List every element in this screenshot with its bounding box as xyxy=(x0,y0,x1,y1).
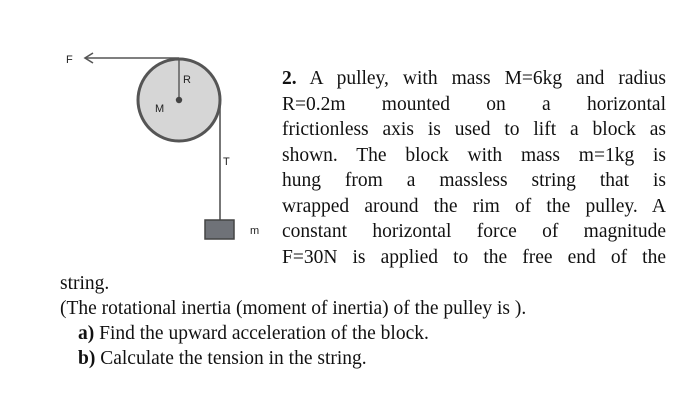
pulley-center xyxy=(176,97,182,103)
pulley-mass-label: M xyxy=(155,103,165,115)
force-label: F xyxy=(66,54,73,66)
problem-line: F=30N is applied to the free end of the xyxy=(282,246,666,268)
problem-line: frictionless axis is used to lift a block as xyxy=(282,119,666,140)
question-b-label: b) xyxy=(78,348,96,369)
problem-number: 2. xyxy=(282,68,297,89)
question-a-label: a) xyxy=(78,323,95,344)
block xyxy=(205,220,234,239)
problem-line: R=0.2m mounted on a horizontal xyxy=(282,93,666,115)
problem-line: shown. The block with mass m=1kg is xyxy=(282,144,666,166)
problem-line: 2. A pulley, with mass M=6kg and radius xyxy=(282,68,666,89)
problem-continuation xyxy=(60,271,680,371)
pulley-diagram xyxy=(55,45,275,255)
problem-statement xyxy=(282,66,666,270)
tension-label: T xyxy=(223,156,230,168)
problem-line: wrapped around the rim of the pulley. A xyxy=(282,195,666,217)
problem-line: hung from a massless string that is xyxy=(282,170,666,191)
question-b xyxy=(60,346,680,371)
continuation-text: string. xyxy=(60,273,110,294)
block-mass-label: m xyxy=(250,225,260,237)
problem-line: constant horizontal force of magnitude xyxy=(282,221,666,242)
question-b-text: Calculate the tension in the string. xyxy=(95,348,367,369)
radius-label: R xyxy=(183,74,191,86)
inertia-note: (The rotational inertia (moment of inertia) of the pulley is ). xyxy=(60,298,527,319)
question-a xyxy=(60,321,680,346)
question-a-text: Find the upward acceleration of the block. xyxy=(94,323,429,344)
